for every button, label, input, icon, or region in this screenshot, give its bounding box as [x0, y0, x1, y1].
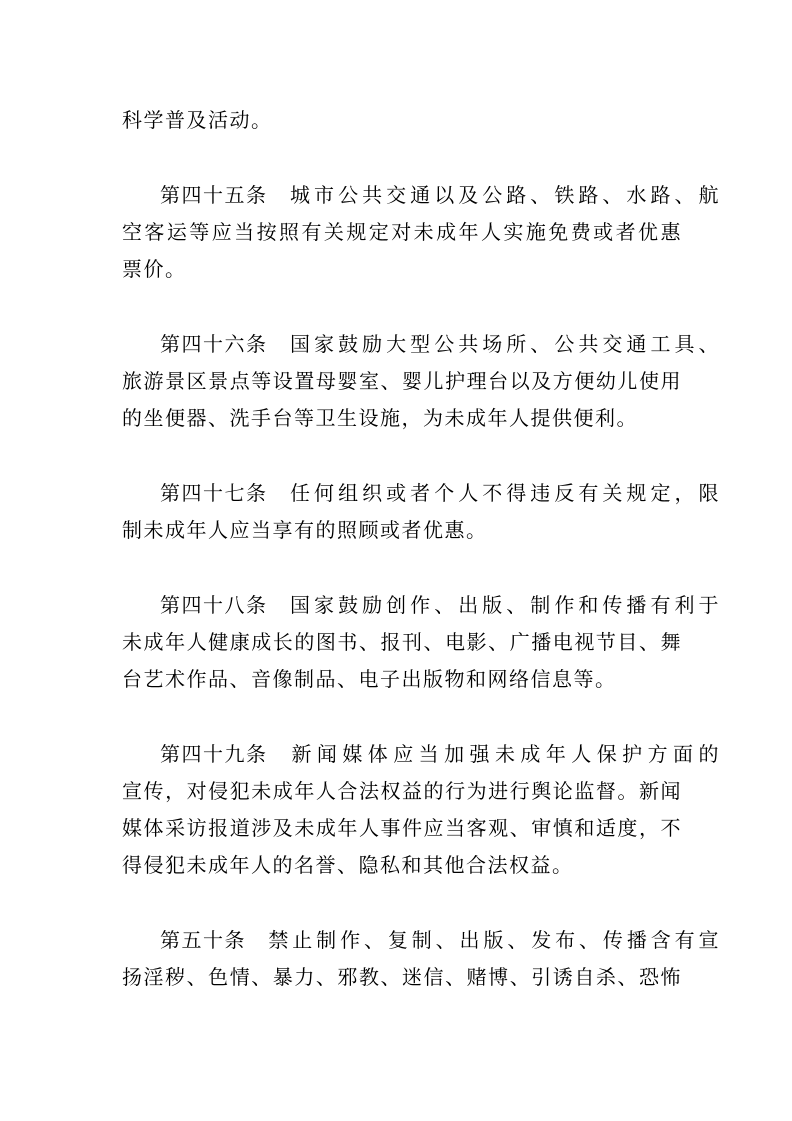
article-text: 任何组织或者个人不得违反有关规定，限 — [287, 481, 720, 505]
paragraph-line: 票价。 — [122, 257, 187, 281]
paragraph-line: 的坐便器、洗手台等卫生设施，为未成年人提供便利。 — [122, 406, 638, 430]
paragraph-line: 台艺术作品、音像制品、电子出版物和网络信息等。 — [122, 667, 617, 691]
article-first-line — [160, 927, 720, 953]
article-first-line — [160, 331, 720, 357]
article-text: 国家鼓励大型公共场所、公共交通工具、 — [287, 332, 720, 356]
article-text: 城市公共交通以及公路、铁路、水路、航 — [287, 183, 720, 207]
article-first-line — [160, 592, 720, 618]
article-number: 第五十条 — [160, 928, 246, 952]
paragraph-line: 未成年人健康成长的图书、报刊、电影、广播电视节目、舞 — [122, 630, 682, 654]
article-number: 第四十七条 — [160, 481, 268, 505]
article-number: 第四十八条 — [160, 593, 268, 617]
paragraph-line: 得侵犯未成年人的名誉、隐私和其他合法权益。 — [122, 853, 574, 877]
paragraph-line: 媒体采访报道涉及未成年人事件应当客观、审慎和适度，不 — [122, 816, 682, 840]
article-text: 新闻媒体应当加强未成年人保护方面的 — [287, 742, 720, 766]
article-text: 禁止制作、复制、出版、发布、传播含有宣 — [266, 928, 720, 952]
paragraph-line: 扬淫秽、色情、暴力、邪教、迷信、赌博、引诱自杀、恐怖 — [122, 965, 682, 989]
article-number: 第四十九条 — [160, 742, 268, 766]
article-text: 国家鼓励创作、出版、制作和传播有利于 — [287, 593, 720, 617]
paragraph-line: 科学普及活动。 — [122, 108, 273, 132]
article-number: 第四十六条 — [160, 332, 268, 356]
article-first-line — [160, 480, 720, 506]
article-first-line — [160, 182, 720, 208]
article-first-line — [160, 741, 720, 767]
paragraph-line: 宣传，对侵犯未成年人合法权益的行为进行舆论监督。新闻 — [122, 779, 682, 803]
paragraph-line: 旅游景区景点等设置母婴室、婴儿护理台以及方便幼儿使用 — [122, 369, 682, 393]
paragraph-line: 空客运等应当按照有关规定对未成年人实施免费或者优惠 — [122, 220, 682, 244]
paragraph-line: 制未成年人应当享有的照顾或者优惠。 — [122, 518, 488, 542]
article-number: 第四十五条 — [160, 183, 268, 207]
